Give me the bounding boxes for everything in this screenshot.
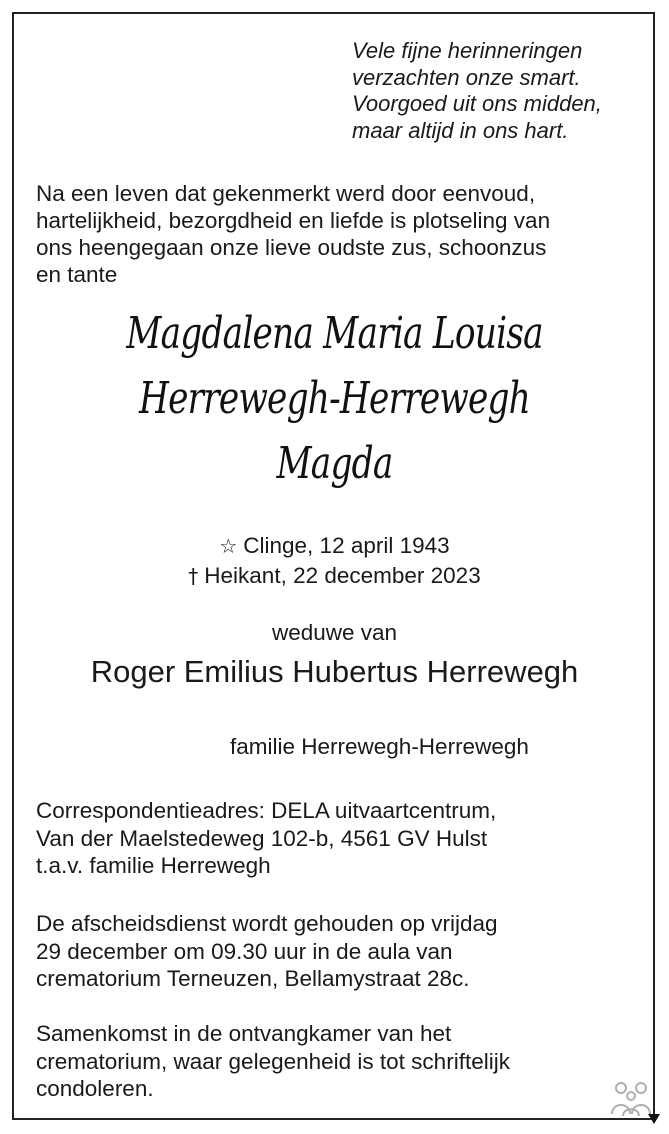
poem [352, 38, 602, 144]
intro-text [36, 180, 550, 288]
address-line: Van der Maelstedeweg 102-b, 4561 GV Hulst [36, 825, 488, 851]
widow-label: weduwe van [271, 620, 398, 645]
intro-line: ons heengegaan onze lieve oudste zus, schoonzus [36, 235, 547, 260]
address-line: t.a.v. familie Herrewegh [36, 853, 271, 878]
intro-line: en tante [36, 262, 118, 287]
intro-line: hartelijkheid, bezorgdheid en liefde is plotseling van [36, 208, 551, 233]
address-line: Correspondentieadres: DELA uitvaartcentrum, [36, 798, 497, 823]
star-icon: ☆ [219, 534, 238, 558]
triangle-down-icon[interactable] [648, 1114, 660, 1124]
poem-line: Voorgoed uit ons midden, [352, 91, 602, 116]
spouse-name: Roger Emilius Hubertus Herrewegh [90, 654, 579, 689]
intro-line: Na een leven dat gekenmerkt werd door eenvoud, [36, 181, 536, 206]
deceased-surname: Herrewegh-Herrewegh [138, 373, 531, 424]
family-signature: familie Herrewegh-Herrewegh [230, 734, 529, 759]
deceased-nickname: Magda [276, 438, 393, 489]
deceased-full-name: Magdalena Maria Louisa [126, 308, 543, 359]
poem-line: verzachten onze smart. [352, 64, 581, 90]
gathering-line: crematorium, waar gelegenheid is tot schriftelijk [36, 1048, 510, 1074]
death-line [0, 561, 669, 591]
service-line: De afscheidsdienst wordt gehouden op vrijdag [36, 911, 498, 936]
birth-text: Clinge, 12 april 1943 [243, 533, 450, 558]
cross-icon: † [188, 564, 199, 588]
service-line: 29 december om 09.30 uur in de aula van [36, 938, 453, 964]
gathering-line: Samenkomst in de ontvangkamer van het [36, 1021, 452, 1046]
poem-line: maar altijd in ons hart. [352, 117, 569, 143]
death-text: Heikant, 22 december 2023 [204, 563, 481, 588]
service-info [36, 910, 498, 993]
poem-line: Vele fijne herinneringen [352, 38, 583, 63]
gathering-info [36, 1020, 510, 1103]
service-line: crematorium Terneuzen, Bellamystraat 28c. [36, 966, 470, 991]
gathering-line: condoleren. [36, 1076, 154, 1101]
birth-line [0, 531, 669, 561]
correspondence-address [36, 797, 496, 880]
